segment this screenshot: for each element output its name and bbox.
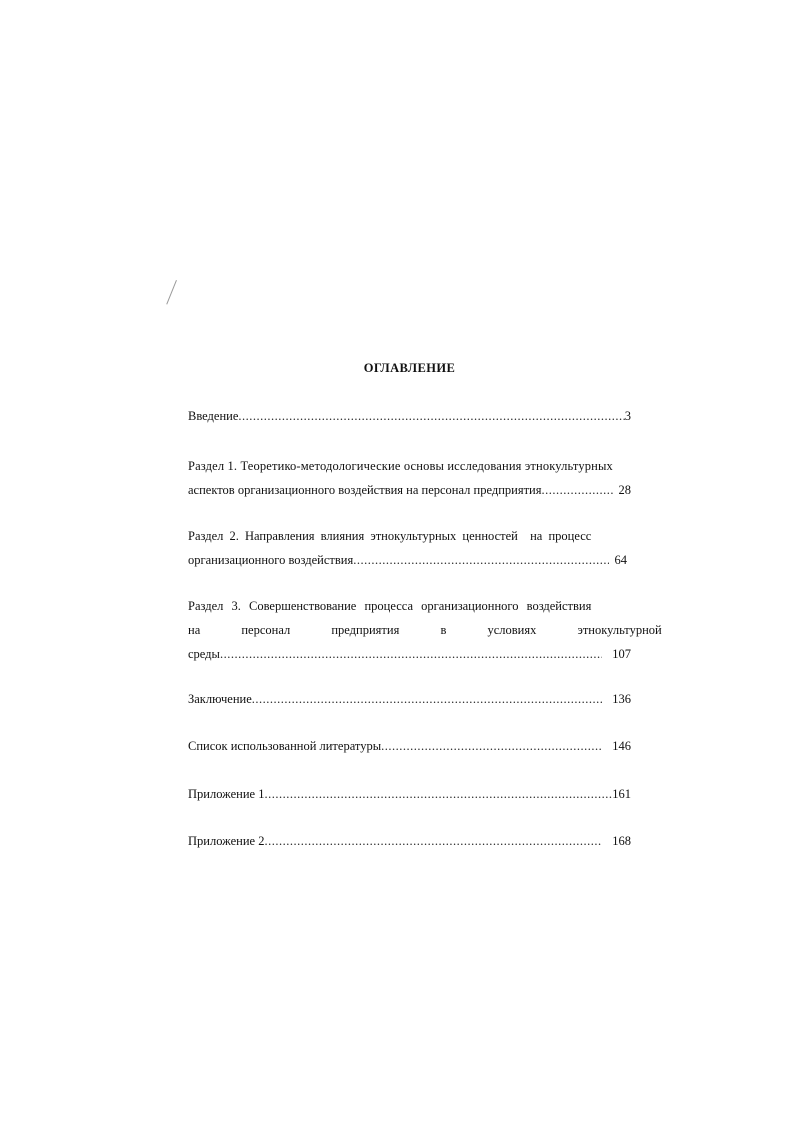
toc-entry-label: организационного воздействия: [188, 553, 354, 567]
toc-entry-bibliography[interactable]: [188, 734, 631, 758]
toc-entry-introduction[interactable]: [188, 404, 631, 428]
dot-leader: [264, 829, 602, 853]
toc-entry-section-3[interactable]: [188, 594, 662, 666]
toc-entry-label: Раздел 1. Теоретико-методологические основы исследования этнокультурных: [188, 459, 613, 473]
toc-page-number: 161: [612, 787, 631, 801]
table-of-contents: [188, 0, 662, 1124]
dot-leader: [381, 734, 602, 758]
toc-page-number: 3: [624, 409, 631, 423]
toc-entry-label: аспектов организационного воздействия на персонал предприятия: [188, 483, 542, 497]
toc-page-number: 107: [612, 647, 631, 661]
toc-entry-label: Заключение: [188, 692, 252, 706]
toc-page-number: 168: [612, 834, 631, 848]
toc-entry-appendix-1[interactable]: [188, 782, 631, 806]
dot-leader: [238, 404, 624, 428]
toc-entry-label: Раздел 3. Совершенствование процесса организационного воздействия: [188, 599, 592, 613]
toc-entry-label: Введение: [188, 409, 239, 423]
toc-page-number: 28: [618, 483, 631, 497]
toc-entry-label: Раздел 2. Направления влияния этнокультурных ценностей на процесс: [188, 529, 592, 543]
toc-entry-label: на персонал предприятия в условиях этнокультурной: [188, 623, 662, 637]
toc-entry-line: [188, 454, 631, 478]
toc-entry-label: Приложение 2: [188, 834, 265, 848]
dot-leader: [353, 548, 608, 572]
dot-leader: [220, 642, 602, 666]
toc-entry-label: среды: [188, 647, 220, 661]
dot-leader: [264, 782, 612, 806]
dot-leader: [541, 478, 612, 502]
toc-entry-label: Приложение 1: [188, 787, 265, 801]
toc-entry-label: Список использованной литературы: [188, 739, 382, 753]
toc-page-number: 64: [614, 553, 627, 567]
toc-entry-section-1[interactable]: [188, 454, 631, 502]
toc-page-number: 136: [612, 692, 631, 706]
toc-title: ОГЛАВЛЕНИЕ: [363, 361, 456, 375]
toc-page-number: 146: [612, 739, 631, 753]
toc-entry-section-2[interactable]: [188, 524, 631, 572]
scan-artifact-mark: [166, 280, 177, 304]
toc-entry-conclusion[interactable]: [188, 687, 631, 711]
dot-leader: [252, 687, 603, 711]
toc-entry-appendix-2[interactable]: [188, 829, 631, 853]
